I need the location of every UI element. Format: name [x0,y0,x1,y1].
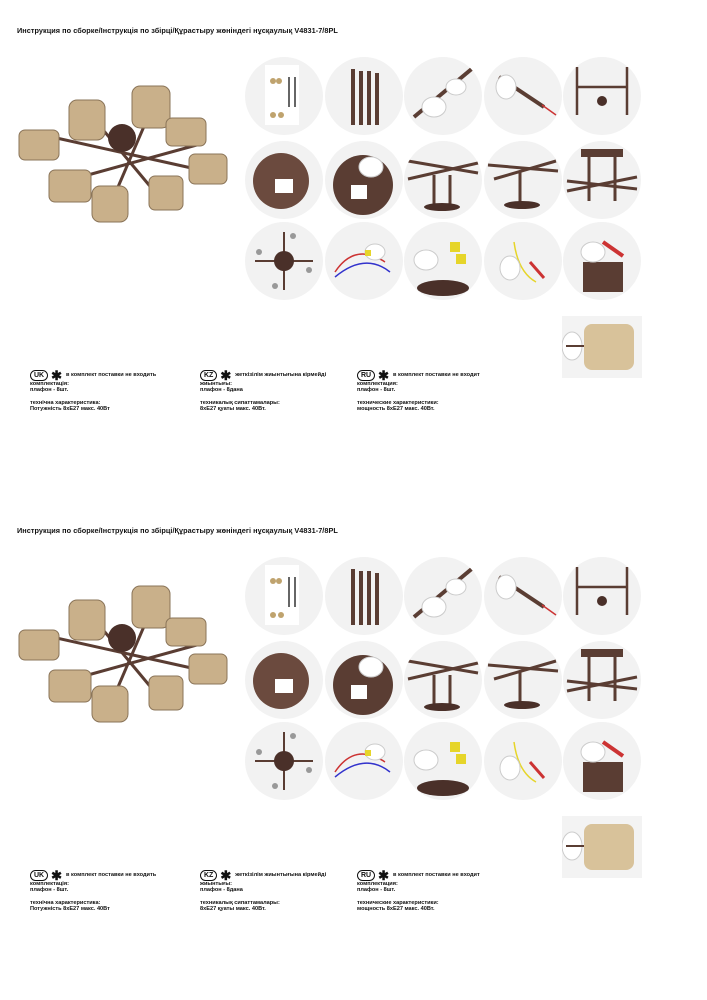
step-wire-strip-photo [484,722,562,800]
lang-code-badge: KZ [200,870,217,881]
tech-value: мощность 8xE27 макс. 40Вт. [357,906,435,913]
not-included-note: в комплект поставки не входит [393,872,480,879]
step-frame-photo [563,57,641,135]
asterisk-icon: ✱ [51,368,63,383]
tech-label: технические характеристики: [357,399,439,406]
chandelier-product-image [14,578,236,728]
step-rods-photo [325,557,403,635]
lang-block-ru [357,370,480,413]
not-included-note: жеткізілім жиынтығына кірмейді [235,872,327,879]
step-frame-photo [563,557,641,635]
step-arms-assembly-photo [484,141,562,219]
step-ceiling-mount-photo [563,141,641,219]
step-arms-photo [404,641,482,719]
tech-label: техникалық сипаттамалары: [200,899,280,906]
kit-label: жиынтығы: [200,381,233,387]
tech-label: техникалық сипаттамалары: [200,399,280,406]
tech-label: технічна характеристика: [30,899,101,906]
step-parts-photo [245,57,323,135]
lang-block-ru [357,870,480,913]
asterisk-icon: ✱ [378,368,390,383]
step-canopy-photo [245,641,323,719]
kit-label: жиынтығы: [200,881,233,887]
step-connect-wire-photo [484,57,562,135]
kit-label: комплектація: [30,381,69,387]
step-wiring-photo [325,722,403,800]
not-included-note: жеткізілім жиынтығына кірмейді [235,372,327,379]
step-insert-wire-photo [404,557,482,635]
asterisk-icon: ✱ [51,868,63,883]
tech-value: 8xE27 қуаты макс. 40Вт. [200,406,266,413]
lang-code-badge: UK [30,870,48,881]
lang-block-kz [200,870,326,913]
step-connect-wire-photo [484,557,562,635]
kit-value: плафон - 8шт. [357,387,396,394]
asterisk-icon: ✱ [220,368,232,383]
step-top-view-photo [245,722,323,800]
lang-code-badge: RU [357,870,375,881]
tech-value: Потужність 8xE27 макс. 40Вт [30,406,110,413]
kit-value: плафон - 8дана [200,387,243,394]
step-ceiling-mount-photo [563,641,641,719]
step-terminal-block-photo [404,222,482,300]
not-included-note: в комплект поставки не входить [66,872,157,879]
tech-label: технічна характеристика: [30,399,101,406]
tech-value: 8xE27 қуаты макс. 40Вт. [200,906,266,913]
lang-code-badge: KZ [200,370,217,381]
not-included-note: в комплект поставки не входить [66,372,157,379]
step-wiring-photo [325,222,403,300]
step-insert-wire-photo [404,57,482,135]
kit-value: плафон - 8шт. [30,887,69,894]
sheet-title: Инструкция по сборке/Інструкція по збірці/Құрастыру жөніндегі нұсқаулық V4831-7/8PL [17,526,338,535]
step-arms-photo [404,141,482,219]
lang-code-badge: UK [30,370,48,381]
instruction-sheet-top [0,0,707,480]
step-parts-photo [245,557,323,635]
lang-code-badge: RU [357,370,375,381]
tech-value: мощность 8xE27 макс. 40Вт. [357,406,435,413]
step-canopy-photo [245,141,323,219]
step-rods-photo [325,57,403,135]
step-top-view-photo [245,222,323,300]
kit-label: комплектация: [357,381,398,387]
step-mount-bracket-photo [325,641,403,719]
step-shade-photo [562,816,642,878]
instruction-sheet-bottom [0,500,707,980]
step-connect-terminal-photo [563,222,641,300]
step-terminal-block-photo [404,722,482,800]
kit-label: комплектація: [30,881,69,887]
kit-value: плафон - 8шт. [30,387,69,394]
chandelier-product-image [14,78,236,228]
step-connect-terminal-photo [563,722,641,800]
step-arms-assembly-photo [484,641,562,719]
step-wire-strip-photo [484,222,562,300]
kit-label: комплектация: [357,881,398,887]
step-shade-photo [562,316,642,378]
asterisk-icon: ✱ [220,868,232,883]
sheet-title: Инструкция по сборке/Інструкція по збірці/Құрастыру жөніндегі нұсқаулық V4831-7/8PL [17,26,338,35]
not-included-note: в комплект поставки не входит [393,372,480,379]
lang-block-kz [200,370,326,413]
kit-value: плафон - 8дана [200,887,243,894]
kit-value: плафон - 8шт. [357,887,396,894]
tech-label: технические характеристики: [357,899,439,906]
lang-block-uk [30,870,156,913]
tech-value: Потужність 8xE27 макс. 40Вт [30,906,110,913]
step-mount-bracket-photo [325,141,403,219]
asterisk-icon: ✱ [378,868,390,883]
lang-block-uk [30,370,156,413]
